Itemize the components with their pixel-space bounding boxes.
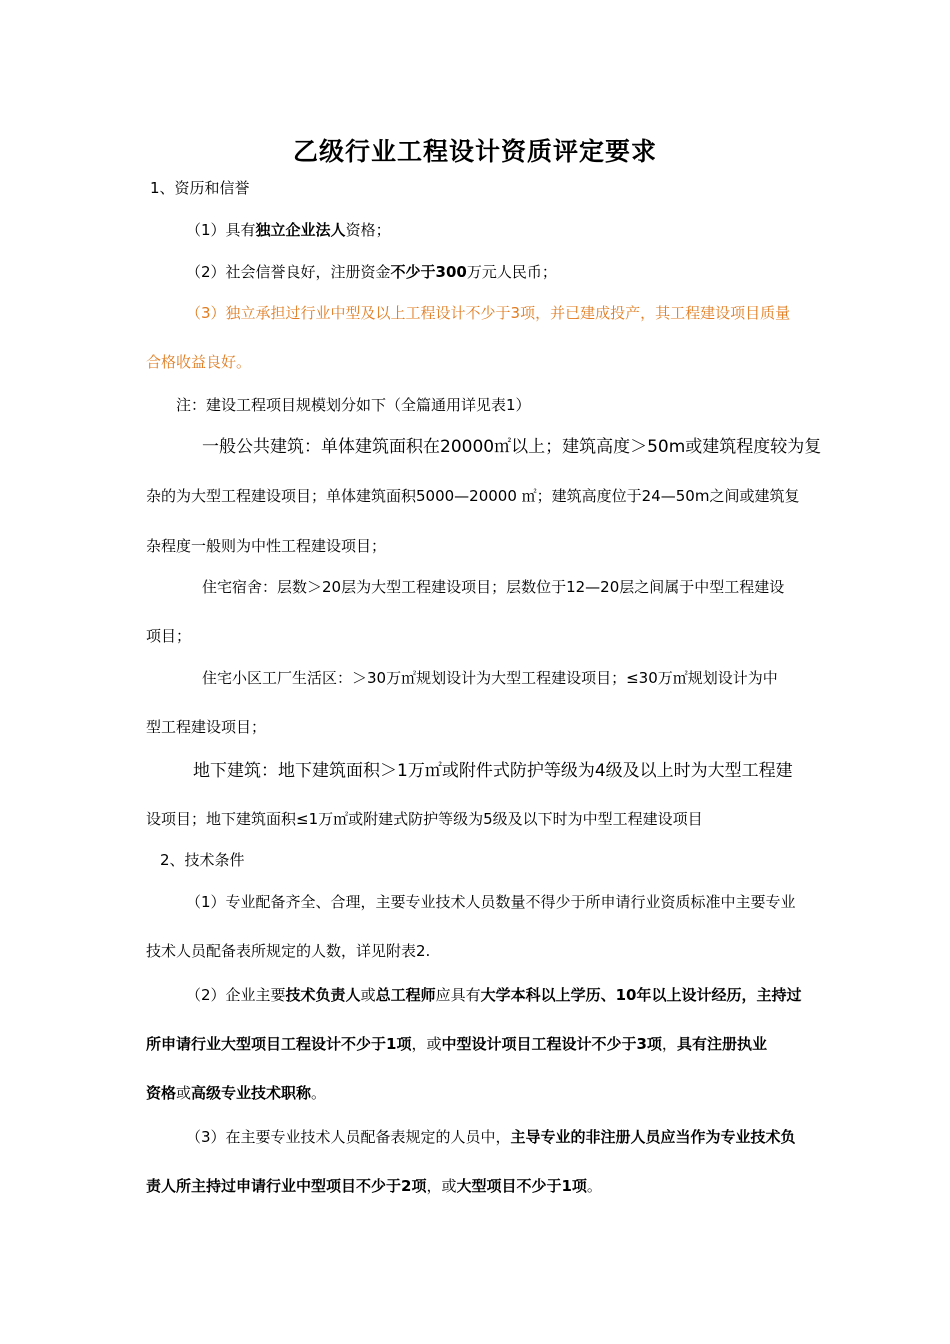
s1-item-3-line-2: 合格收益良好。 — [146, 353, 252, 371]
note-dorm-line-2: 项目； — [146, 627, 192, 645]
note-dorm-line-1: 住宅宿舍：层数＞20层为大型工程建设项目；层数位于12—20层之间属于中型工程建设 — [202, 578, 785, 596]
page-title: 乙级行业工程设计资质评定要求 — [292, 137, 657, 166]
s2-item-2-line-1: （2）企业主要技术负责人或总工程师应具有大学本科以上学历、10年以上设计经历，主持过 — [186, 986, 802, 1004]
s1-item-3-line-1: （3）独立承担过行业中型及以上工程设计不少于3项，并已建成投产，其工程建设项目质量 — [186, 304, 791, 322]
s2-item-2-line-2: 所申请行业大型项目工程设计不少于1项，或中型设计项目工程设计不少于3项，具有注册执业 — [146, 1035, 767, 1053]
note-district-line-2: 型工程建设项目； — [146, 718, 267, 736]
s2-item-3-line-2: 责人所主持过申请行业中型项目不少于2项，或大型项目不少于1项。 — [146, 1177, 602, 1195]
s1-item-2: （2）社会信誉良好，注册资金不少于300万元人民币； — [186, 263, 557, 281]
s2-item-3-line-1: （3）在主要专业技术人员配备表规定的人员中，主导专业的非注册人员应当作为专业技术负 — [186, 1128, 796, 1146]
note-intro: 注：建设工程项目规模划分如下（全篇通用详见表1） — [176, 396, 531, 414]
s2-item-2-line-3: 资格或高级专业技术职称。 — [146, 1084, 327, 1102]
s1-item-1: （1）具有独立企业法人资格； — [186, 221, 391, 239]
section-1-heading: 1、资历和信誉 — [150, 179, 250, 197]
note-underground-line-2: 设项目；地下建筑面积≤1万㎡或附建式防护等级为5级及以下时为中型工程建设项目 — [146, 810, 703, 828]
note-public-line-2: 杂的为大型工程建设项目；单体建筑面积5000—20000 ㎡；建筑高度位于24—50m之间或建筑复 — [146, 487, 800, 505]
s2-item-1-line-1: （1）专业配备齐全、合理，主要专业技术人员数量不得少于所申请行业资质标准中主要专业 — [186, 893, 796, 911]
note-district-line-1: 住宅小区工厂生活区：＞30万㎡规划设计为大型工程建设项目；≤30万㎡规划设计为中 — [202, 669, 778, 687]
section-2-heading: 2、技术条件 — [160, 851, 245, 869]
note-public-line-3: 杂程度一般则为中性工程建设项目； — [146, 537, 387, 555]
note-underground-line-1: 地下建筑：地下建筑面积＞1万㎡或附件式防护等级为4级及以上时为大型工程建 — [193, 761, 793, 781]
note-public-line-1: 一般公共建筑：单体建筑面积在20000㎡以上；建筑高度＞50m或建筑程度较为复 — [202, 437, 822, 457]
s2-item-1-line-2: 技术人员配备表所规定的人数，详见附表2. — [146, 942, 431, 960]
